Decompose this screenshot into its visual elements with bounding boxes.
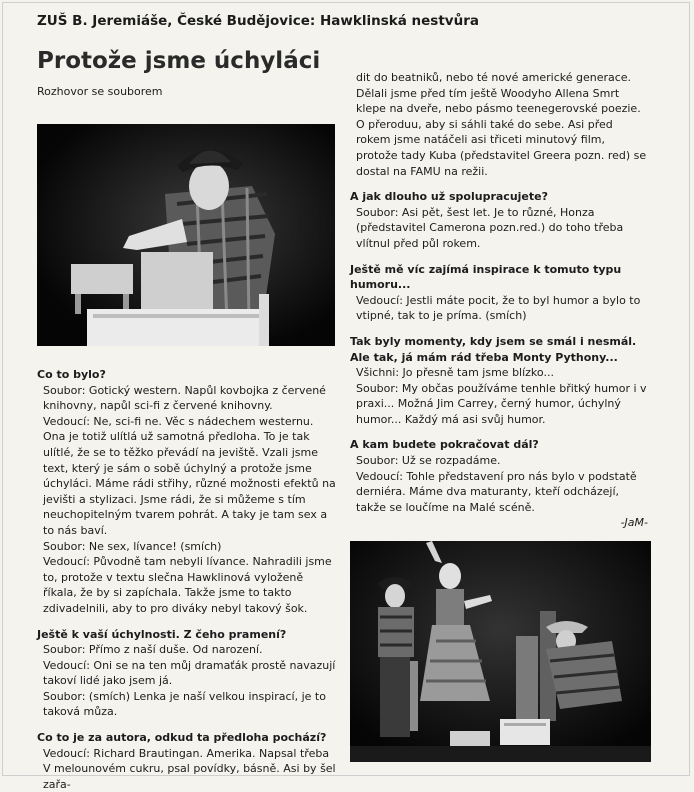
article-subtitle: Rozhovor se souborem [37, 85, 163, 98]
article-header: ZUŠ B. Jeremiáše, České Budějovice: Hawklinská nestvůra [37, 13, 479, 29]
photo-three-performers [350, 541, 651, 762]
answer: Soubor: Přímo z naší duše. Od narození. [43, 643, 263, 657]
answer: Vedoucí: Ne, sci-fi ne. Věc s nádechem westernu. Ona je totiž ulítlá už samotná předloha. To je tak ulítlé, že se to těžko převádí na jeviště. Vzali jsme text, který je sám o sobě úchylný a protože jsme úchyláci. Máme rádi střihy, různé možnosti efektů na jevišti a stylizaci. Jsme rádi, že si můžeme s tím neuchopitelným tvarem pohrát. A taky je tam sex a to nás baví. [43, 414, 336, 537]
answer: Vedoucí: Oni se na ten můj dramaťák prostě navazují takoví lidé jako jsem já. [43, 658, 336, 688]
answer: dit do beatniků, nebo té nové americké generace. Dělali jsme před tím ještě Woodyho Allena Smrt klepe na dveře, nebo pásmo teenegerovské poezie. O přeroduu, aby si sáhli také do sebe. Asi před rokem jsme natáčeli asi třiceti minutový film, protože tady Kuba (představitel Greera pozn. red) se dostal na FAMU na režii. [356, 71, 647, 178]
answer: Vedoucí: Richard Brautingan. Amerika. Napsal třeba V melounovém cukru, psal povídky, básně. Asi by šel zařa- [43, 746, 336, 791]
answer: Soubor: Ne sex, lívance! (smích) [43, 539, 222, 553]
answer: Vedoucí: Jestli máte pocit, že to byl humor a bylo to vtipné, tak to je príma. (smích) [356, 293, 641, 323]
answer: Soubor: Asi pět, šest let. Je to různé, Honza (představitel Camerona pozn.red.) do toho třeba vlítnul před půl rokem. [356, 205, 624, 250]
question: Tak byly momenty, kdy jsem se smál i nesmál. Ale tak, já mám rád třeba Monty Pythony... [350, 334, 637, 364]
answer: Soubor: My občas používáme tenhle břitký humor i v praxi... Možná Jim Carrey, černý humor, úchylný humor... Každý má asi svůj humor. [356, 381, 647, 426]
question: Co to bylo? [37, 368, 106, 381]
question: Ještě mě víc zajímá inspirace k tomuto typu humoru... [350, 262, 622, 292]
question: Ještě k vaší úchylnosti. Z čeho pramení? [37, 627, 287, 641]
question: A kam budete pokračovat dál? [350, 438, 539, 452]
author-signature: -JaM- [620, 516, 648, 530]
question: Co to je za autora, odkud ta předloha pochází? [37, 731, 327, 745]
answer: Všichni: Jo přesně tam jsme blízko... [356, 366, 554, 380]
answer: Soubor: Už se rozpadáme. [356, 454, 501, 468]
answer: Vedoucí: Původně tam nebyli lívance. Nahradili jsme to, protože v textu slečna Hawklinová vyloženě říkala, že by si zapíchala. Takže jsme to takto zdivadelnili, aby to pro diváky nebyl takový šok. [43, 555, 332, 615]
article-title: Protože jsme úchyláci [37, 48, 321, 74]
photo-cowboy-on-stage [37, 124, 335, 346]
answer: Soubor: (smích) Lenka je naší velkou inspirací, je to taková můza. [43, 689, 326, 719]
right-column [350, 70, 650, 531]
left-column [37, 367, 337, 792]
question: A jak dlouho už spolupracujete? [350, 190, 548, 204]
answer: Vedoucí: Tohle představení pro nás bylo v podstatě derniéra. Máme dva maturanty, kteří odcházejí, takže se loučíme na Malé scéně. [356, 469, 637, 514]
answer: Soubor: Gotický western. Napůl kovbojka z červené knihovny, napůl sci-fi z červené knihovny. [43, 383, 326, 413]
